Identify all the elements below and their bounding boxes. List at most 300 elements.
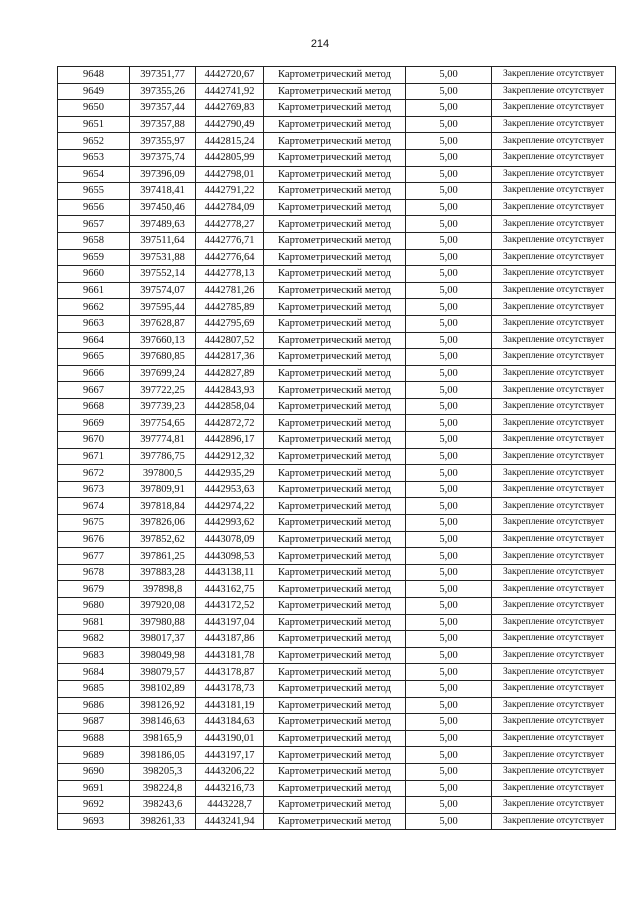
table-row — [58, 697, 616, 714]
method-cell: Картометрический метод — [264, 564, 406, 581]
accuracy-cell: 5,00 — [406, 365, 492, 382]
fixing-note-cell: Закрепление отсутствует — [492, 183, 616, 200]
method-cell: Картометрический метод — [264, 67, 406, 84]
accuracy-cell: 5,00 — [406, 349, 492, 366]
point-number-cell: 9654 — [58, 166, 130, 183]
table-row — [58, 581, 616, 598]
x-coordinate-cell: 397595,44 — [130, 299, 196, 316]
method-cell: Картометрический метод — [264, 797, 406, 814]
y-coordinate-cell: 4442935,29 — [196, 465, 264, 482]
method-cell: Картометрический метод — [264, 548, 406, 565]
y-coordinate-cell: 4443181,78 — [196, 647, 264, 664]
fixing-note-cell: Закрепление отсутствует — [492, 249, 616, 266]
point-number-cell: 9651 — [58, 116, 130, 133]
page-number: 214 — [310, 38, 330, 50]
y-coordinate-cell: 4443162,75 — [196, 581, 264, 598]
point-number-cell: 9660 — [58, 266, 130, 283]
fixing-note-cell: Закрепление отсутствует — [492, 730, 616, 747]
y-coordinate-cell: 4442805,99 — [196, 149, 264, 166]
method-cell: Картометрический метод — [264, 647, 406, 664]
y-coordinate-cell: 4442815,24 — [196, 133, 264, 150]
accuracy-cell: 5,00 — [406, 249, 492, 266]
accuracy-cell: 5,00 — [406, 564, 492, 581]
method-cell: Картометрический метод — [264, 299, 406, 316]
fixing-note-cell: Закрепление отсутствует — [492, 166, 616, 183]
point-number-cell: 9653 — [58, 149, 130, 166]
point-number-cell: 9693 — [58, 813, 130, 830]
accuracy-cell: 5,00 — [406, 116, 492, 133]
x-coordinate-cell: 398017,37 — [130, 631, 196, 648]
table-row — [58, 498, 616, 515]
point-number-cell: 9677 — [58, 548, 130, 565]
fixing-note-cell: Закрепление отсутствует — [492, 631, 616, 648]
y-coordinate-cell: 4442912,32 — [196, 448, 264, 465]
table-row — [58, 266, 616, 283]
table-row — [58, 149, 616, 166]
y-coordinate-cell: 4442993,62 — [196, 515, 264, 532]
fixing-note-cell: Закрепление отсутствует — [492, 67, 616, 84]
accuracy-cell: 5,00 — [406, 133, 492, 150]
table-row — [58, 166, 616, 183]
x-coordinate-cell: 397355,97 — [130, 133, 196, 150]
table-row — [58, 116, 616, 133]
accuracy-cell: 5,00 — [406, 382, 492, 399]
table-row — [58, 598, 616, 615]
point-number-cell: 9687 — [58, 714, 130, 731]
y-coordinate-cell: 4442896,17 — [196, 432, 264, 449]
table-row — [58, 332, 616, 349]
method-cell: Картометрический метод — [264, 365, 406, 382]
x-coordinate-cell: 397980,88 — [130, 614, 196, 631]
y-coordinate-cell: 4442843,93 — [196, 382, 264, 399]
y-coordinate-cell: 4442974,22 — [196, 498, 264, 515]
table-row — [58, 133, 616, 150]
y-coordinate-cell: 4443241,94 — [196, 813, 264, 830]
point-number-cell: 9682 — [58, 631, 130, 648]
table-row — [58, 631, 616, 648]
x-coordinate-cell: 397531,88 — [130, 249, 196, 266]
method-cell: Картометрический метод — [264, 747, 406, 764]
fixing-note-cell: Закрепление отсутствует — [492, 564, 616, 581]
table-row — [58, 365, 616, 382]
table-row — [58, 67, 616, 84]
x-coordinate-cell: 397375,74 — [130, 149, 196, 166]
fixing-note-cell: Закрепление отсутствует — [492, 647, 616, 664]
table-row — [58, 813, 616, 830]
x-coordinate-cell: 397418,41 — [130, 183, 196, 200]
point-number-cell: 9692 — [58, 797, 130, 814]
accuracy-cell: 5,00 — [406, 631, 492, 648]
x-coordinate-cell: 397818,84 — [130, 498, 196, 515]
x-coordinate-cell: 398079,57 — [130, 664, 196, 681]
y-coordinate-cell: 4442872,72 — [196, 415, 264, 432]
y-coordinate-cell: 4443197,04 — [196, 614, 264, 631]
accuracy-cell: 5,00 — [406, 481, 492, 498]
x-coordinate-cell: 397552,14 — [130, 266, 196, 283]
fixing-note-cell: Закрепление отсутствует — [492, 315, 616, 332]
x-coordinate-cell: 398049,98 — [130, 647, 196, 664]
accuracy-cell: 5,00 — [406, 614, 492, 631]
x-coordinate-cell: 397450,46 — [130, 199, 196, 216]
method-cell: Картометрический метод — [264, 332, 406, 349]
fixing-note-cell: Закрепление отсутствует — [492, 133, 616, 150]
y-coordinate-cell: 4443184,63 — [196, 714, 264, 731]
y-coordinate-cell: 4442778,13 — [196, 266, 264, 283]
table-row — [58, 548, 616, 565]
y-coordinate-cell: 4443228,7 — [196, 797, 264, 814]
y-coordinate-cell: 4443172,52 — [196, 598, 264, 615]
table-row — [58, 282, 616, 299]
y-coordinate-cell: 4442795,69 — [196, 315, 264, 332]
table-row — [58, 349, 616, 366]
x-coordinate-cell: 397852,62 — [130, 531, 196, 548]
point-number-cell: 9674 — [58, 498, 130, 515]
method-cell: Картометрический метод — [264, 149, 406, 166]
method-cell: Картометрический метод — [264, 531, 406, 548]
point-number-cell: 9688 — [58, 730, 130, 747]
x-coordinate-cell: 397800,5 — [130, 465, 196, 482]
y-coordinate-cell: 4443138,11 — [196, 564, 264, 581]
fixing-note-cell: Закрепление отсутствует — [492, 598, 616, 615]
method-cell: Картометрический метод — [264, 432, 406, 449]
method-cell: Картометрический метод — [264, 199, 406, 216]
fixing-note-cell: Закрепление отсутствует — [492, 498, 616, 515]
point-number-cell: 9668 — [58, 398, 130, 415]
x-coordinate-cell: 397489,63 — [130, 216, 196, 233]
table-row — [58, 183, 616, 200]
method-cell: Картометрический метод — [264, 714, 406, 731]
table-row — [58, 797, 616, 814]
point-number-cell: 9673 — [58, 481, 130, 498]
fixing-note-cell: Закрепление отсутствует — [492, 548, 616, 565]
method-cell: Картометрический метод — [264, 515, 406, 532]
accuracy-cell: 5,00 — [406, 199, 492, 216]
x-coordinate-cell: 397739,23 — [130, 398, 196, 415]
point-number-cell: 9657 — [58, 216, 130, 233]
point-number-cell: 9667 — [58, 382, 130, 399]
x-coordinate-cell: 398205,3 — [130, 763, 196, 780]
x-coordinate-cell: 397699,24 — [130, 365, 196, 382]
method-cell: Картометрический метод — [264, 697, 406, 714]
y-coordinate-cell: 4443216,73 — [196, 780, 264, 797]
point-number-cell: 9658 — [58, 232, 130, 249]
accuracy-cell: 5,00 — [406, 598, 492, 615]
point-number-cell: 9684 — [58, 664, 130, 681]
method-cell: Картометрический метод — [264, 581, 406, 598]
fixing-note-cell: Закрепление отсутствует — [492, 714, 616, 731]
point-number-cell: 9649 — [58, 83, 130, 100]
x-coordinate-cell: 397357,44 — [130, 100, 196, 117]
fixing-note-cell: Закрепление отсутствует — [492, 116, 616, 133]
table-row — [58, 382, 616, 399]
table-row — [58, 614, 616, 631]
fixing-note-cell: Закрепление отсутствует — [492, 481, 616, 498]
method-cell: Картометрический метод — [264, 680, 406, 697]
accuracy-cell: 5,00 — [406, 647, 492, 664]
point-number-cell: 9648 — [58, 67, 130, 84]
y-coordinate-cell: 4442827,89 — [196, 365, 264, 382]
accuracy-cell: 5,00 — [406, 183, 492, 200]
table-row — [58, 730, 616, 747]
point-number-cell: 9650 — [58, 100, 130, 117]
accuracy-cell: 5,00 — [406, 149, 492, 166]
method-cell: Картометрический метод — [264, 730, 406, 747]
table-row — [58, 83, 616, 100]
fixing-note-cell: Закрепление отсутствует — [492, 432, 616, 449]
y-coordinate-cell: 4442769,83 — [196, 100, 264, 117]
accuracy-cell: 5,00 — [406, 232, 492, 249]
x-coordinate-cell: 397920,08 — [130, 598, 196, 615]
table-row — [58, 249, 616, 266]
accuracy-cell: 5,00 — [406, 448, 492, 465]
accuracy-cell: 5,00 — [406, 332, 492, 349]
table-row — [58, 100, 616, 117]
y-coordinate-cell: 4442784,09 — [196, 199, 264, 216]
table-row — [58, 232, 616, 249]
y-coordinate-cell: 4442790,49 — [196, 116, 264, 133]
y-coordinate-cell: 4442858,04 — [196, 398, 264, 415]
x-coordinate-cell: 397861,25 — [130, 548, 196, 565]
method-cell: Картометрический метод — [264, 166, 406, 183]
fixing-note-cell: Закрепление отсутствует — [492, 199, 616, 216]
method-cell: Картометрический метод — [264, 315, 406, 332]
accuracy-cell: 5,00 — [406, 780, 492, 797]
point-number-cell: 9670 — [58, 432, 130, 449]
point-number-cell: 9664 — [58, 332, 130, 349]
x-coordinate-cell: 397351,77 — [130, 67, 196, 84]
x-coordinate-cell: 398186,05 — [130, 747, 196, 764]
method-cell: Картометрический метод — [264, 664, 406, 681]
y-coordinate-cell: 4442953,63 — [196, 481, 264, 498]
x-coordinate-cell: 397680,85 — [130, 349, 196, 366]
method-cell: Картометрический метод — [264, 631, 406, 648]
method-cell: Картометрический метод — [264, 183, 406, 200]
accuracy-cell: 5,00 — [406, 398, 492, 415]
coordinates-table — [57, 66, 616, 830]
table-row — [58, 664, 616, 681]
y-coordinate-cell: 4442817,36 — [196, 349, 264, 366]
table-row — [58, 432, 616, 449]
method-cell: Картометрический метод — [264, 415, 406, 432]
fixing-note-cell: Закрепление отсутствует — [492, 332, 616, 349]
point-number-cell: 9679 — [58, 581, 130, 598]
method-cell: Картометрический метод — [264, 448, 406, 465]
accuracy-cell: 5,00 — [406, 813, 492, 830]
method-cell: Картометрический метод — [264, 349, 406, 366]
fixing-note-cell: Закрепление отсутствует — [492, 531, 616, 548]
accuracy-cell: 5,00 — [406, 680, 492, 697]
x-coordinate-cell: 398102,89 — [130, 680, 196, 697]
fixing-note-cell: Закрепление отсутствует — [492, 282, 616, 299]
accuracy-cell: 5,00 — [406, 498, 492, 515]
y-coordinate-cell: 4442776,71 — [196, 232, 264, 249]
x-coordinate-cell: 397809,91 — [130, 481, 196, 498]
fixing-note-cell: Закрепление отсутствует — [492, 382, 616, 399]
x-coordinate-cell: 397722,25 — [130, 382, 196, 399]
point-number-cell: 9686 — [58, 697, 130, 714]
point-number-cell: 9661 — [58, 282, 130, 299]
method-cell: Картометрический метод — [264, 481, 406, 498]
fixing-note-cell: Закрепление отсутствует — [492, 680, 616, 697]
method-cell: Картометрический метод — [264, 614, 406, 631]
method-cell: Картометрический метод — [264, 249, 406, 266]
x-coordinate-cell: 398165,9 — [130, 730, 196, 747]
fixing-note-cell: Закрепление отсутствует — [492, 216, 616, 233]
point-number-cell: 9671 — [58, 448, 130, 465]
y-coordinate-cell: 4443078,09 — [196, 531, 264, 548]
table-row — [58, 465, 616, 482]
point-number-cell: 9681 — [58, 614, 130, 631]
accuracy-cell: 5,00 — [406, 216, 492, 233]
table-row — [58, 448, 616, 465]
method-cell: Картометрический метод — [264, 232, 406, 249]
method-cell: Картометрический метод — [264, 216, 406, 233]
accuracy-cell: 5,00 — [406, 67, 492, 84]
x-coordinate-cell: 398146,63 — [130, 714, 196, 731]
table-row — [58, 564, 616, 581]
accuracy-cell: 5,00 — [406, 266, 492, 283]
method-cell: Картометрический метод — [264, 282, 406, 299]
method-cell: Картометрический метод — [264, 465, 406, 482]
y-coordinate-cell: 4442791,22 — [196, 183, 264, 200]
accuracy-cell: 5,00 — [406, 299, 492, 316]
method-cell: Картометрический метод — [264, 133, 406, 150]
fixing-note-cell: Закрепление отсутствует — [492, 365, 616, 382]
accuracy-cell: 5,00 — [406, 763, 492, 780]
point-number-cell: 9656 — [58, 199, 130, 216]
y-coordinate-cell: 4442720,67 — [196, 67, 264, 84]
y-coordinate-cell: 4443206,22 — [196, 763, 264, 780]
accuracy-cell: 5,00 — [406, 548, 492, 565]
table-row — [58, 714, 616, 731]
fixing-note-cell: Закрепление отсутствует — [492, 266, 616, 283]
accuracy-cell: 5,00 — [406, 83, 492, 100]
x-coordinate-cell: 397898,8 — [130, 581, 196, 598]
fixing-note-cell: Закрепление отсутствует — [492, 581, 616, 598]
accuracy-cell: 5,00 — [406, 465, 492, 482]
point-number-cell: 9683 — [58, 647, 130, 664]
x-coordinate-cell: 397826,06 — [130, 515, 196, 532]
accuracy-cell: 5,00 — [406, 100, 492, 117]
table-row — [58, 531, 616, 548]
table-row — [58, 398, 616, 415]
point-number-cell: 9655 — [58, 183, 130, 200]
fixing-note-cell: Закрепление отсутствует — [492, 232, 616, 249]
x-coordinate-cell: 398126,92 — [130, 697, 196, 714]
fixing-note-cell: Закрепление отсутствует — [492, 415, 616, 432]
fixing-note-cell: Закрепление отсутствует — [492, 780, 616, 797]
accuracy-cell: 5,00 — [406, 581, 492, 598]
method-cell: Картометрический метод — [264, 100, 406, 117]
accuracy-cell: 5,00 — [406, 531, 492, 548]
y-coordinate-cell: 4442807,52 — [196, 332, 264, 349]
table-row — [58, 299, 616, 316]
point-number-cell: 9689 — [58, 747, 130, 764]
x-coordinate-cell: 397774,81 — [130, 432, 196, 449]
method-cell: Картометрический метод — [264, 780, 406, 797]
table-row — [58, 199, 616, 216]
y-coordinate-cell: 4442778,27 — [196, 216, 264, 233]
table-row — [58, 216, 616, 233]
y-coordinate-cell: 4443187,86 — [196, 631, 264, 648]
table-row — [58, 680, 616, 697]
fixing-note-cell: Закрепление отсутствует — [492, 299, 616, 316]
x-coordinate-cell: 397574,07 — [130, 282, 196, 299]
y-coordinate-cell: 4442741,92 — [196, 83, 264, 100]
accuracy-cell: 5,00 — [406, 797, 492, 814]
point-number-cell: 9663 — [58, 315, 130, 332]
fixing-note-cell: Закрепление отсутствует — [492, 614, 616, 631]
point-number-cell: 9676 — [58, 531, 130, 548]
table-row — [58, 515, 616, 532]
accuracy-cell: 5,00 — [406, 166, 492, 183]
point-number-cell: 9675 — [58, 515, 130, 532]
y-coordinate-cell: 4443178,87 — [196, 664, 264, 681]
point-number-cell: 9691 — [58, 780, 130, 797]
fixing-note-cell: Закрепление отсутствует — [492, 515, 616, 532]
method-cell: Картометрический метод — [264, 266, 406, 283]
fixing-note-cell: Закрепление отсутствует — [492, 664, 616, 681]
accuracy-cell: 5,00 — [406, 432, 492, 449]
point-number-cell: 9669 — [58, 415, 130, 432]
point-number-cell: 9659 — [58, 249, 130, 266]
point-number-cell: 9672 — [58, 465, 130, 482]
method-cell: Картометрический метод — [264, 598, 406, 615]
y-coordinate-cell: 4442798,01 — [196, 166, 264, 183]
x-coordinate-cell: 397883,28 — [130, 564, 196, 581]
y-coordinate-cell: 4442785,89 — [196, 299, 264, 316]
fixing-note-cell: Закрепление отсутствует — [492, 813, 616, 830]
accuracy-cell: 5,00 — [406, 730, 492, 747]
method-cell: Картометрический метод — [264, 83, 406, 100]
accuracy-cell: 5,00 — [406, 515, 492, 532]
y-coordinate-cell: 4442781,26 — [196, 282, 264, 299]
accuracy-cell: 5,00 — [406, 664, 492, 681]
fixing-note-cell: Закрепление отсутствует — [492, 149, 616, 166]
table-row — [58, 415, 616, 432]
y-coordinate-cell: 4443098,53 — [196, 548, 264, 565]
fixing-note-cell: Закрепление отсутствует — [492, 83, 616, 100]
point-number-cell: 9690 — [58, 763, 130, 780]
y-coordinate-cell: 4443181,19 — [196, 697, 264, 714]
point-number-cell: 9678 — [58, 564, 130, 581]
table-row — [58, 647, 616, 664]
table-row — [58, 763, 616, 780]
fixing-note-cell: Закрепление отсутствует — [492, 398, 616, 415]
point-number-cell: 9685 — [58, 680, 130, 697]
x-coordinate-cell: 397511,64 — [130, 232, 196, 249]
x-coordinate-cell: 397754,65 — [130, 415, 196, 432]
accuracy-cell: 5,00 — [406, 315, 492, 332]
fixing-note-cell: Закрепление отсутствует — [492, 697, 616, 714]
accuracy-cell: 5,00 — [406, 714, 492, 731]
x-coordinate-cell: 397660,13 — [130, 332, 196, 349]
method-cell: Картометрический метод — [264, 382, 406, 399]
accuracy-cell: 5,00 — [406, 282, 492, 299]
point-number-cell: 9680 — [58, 598, 130, 615]
y-coordinate-cell: 4442776,64 — [196, 249, 264, 266]
x-coordinate-cell: 398243,6 — [130, 797, 196, 814]
method-cell: Картометрический метод — [264, 116, 406, 133]
method-cell: Картометрический метод — [264, 498, 406, 515]
x-coordinate-cell: 398261,33 — [130, 813, 196, 830]
point-number-cell: 9662 — [58, 299, 130, 316]
x-coordinate-cell: 397357,88 — [130, 116, 196, 133]
y-coordinate-cell: 4443178,73 — [196, 680, 264, 697]
y-coordinate-cell: 4443197,17 — [196, 747, 264, 764]
point-number-cell: 9666 — [58, 365, 130, 382]
accuracy-cell: 5,00 — [406, 747, 492, 764]
